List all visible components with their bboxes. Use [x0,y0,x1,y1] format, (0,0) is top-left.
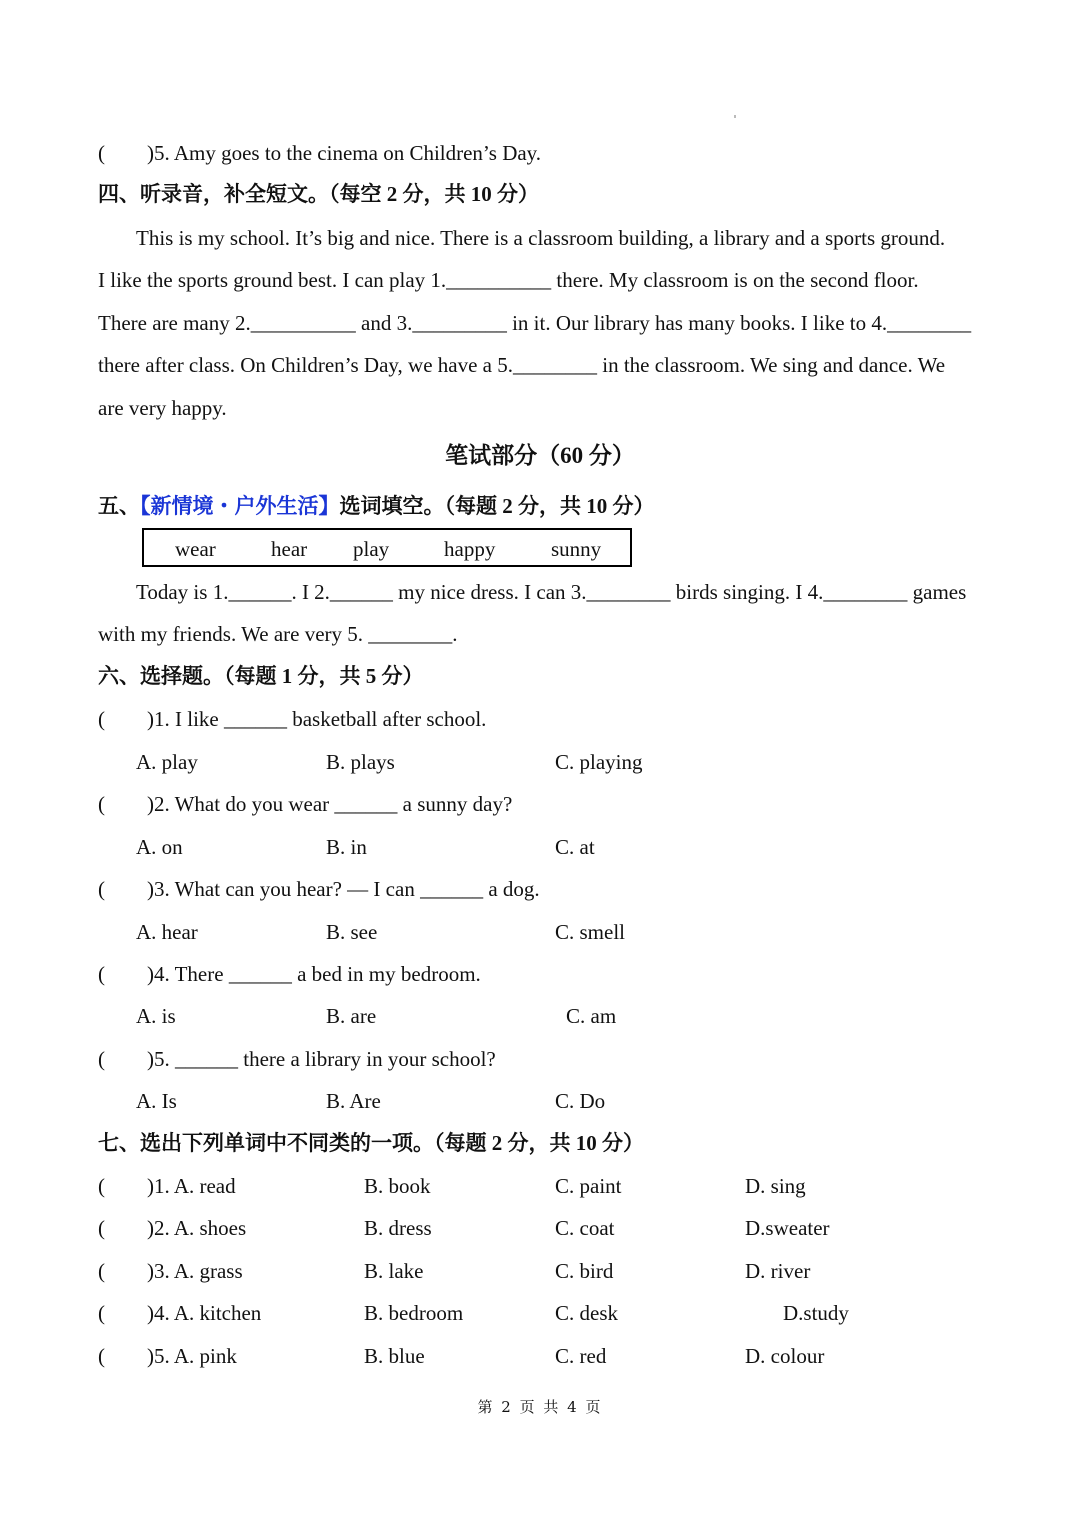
section5-heading-text: 选词填空。（每题 2 分，共 10 分） [339,494,655,518]
choice-option-b: B. in [326,835,367,859]
fill-line-2: with my friends. We are very 5. ________. [98,622,458,646]
word-bank-word: sunny [551,537,602,561]
choice-option-b: B. are [326,1004,377,1028]
odd-one-out-row-1: ( )1. A. read [98,1174,236,1198]
odd-one-out-row-5: ( )5. A. pink [98,1344,237,1368]
odd-option-b: B. lake [364,1259,424,1283]
word-bank-word: happy [444,537,496,561]
choice-question-2: ( )2. What do you wear ______ a sunny day? [98,792,513,816]
section6-heading: 六、选择题。（每题 1 分，共 5 分） [98,664,424,688]
section4-heading: 四、听录音，补全短文。（每空 2 分，共 10 分） [98,182,539,206]
section5-heading-prefix: 五、 [98,494,140,518]
written-part-title: 笔试部分（60 分） [445,443,635,468]
odd-option-c: C. bird [555,1259,614,1283]
word-bank-word: hear [271,537,308,561]
odd-one-out-row-4: ( )4. A. kitchen [98,1301,262,1325]
odd-option-d: D. river [745,1259,811,1283]
scan-speck [734,115,736,118]
passage-line-2: I like the sports ground best. I can play 1.__________ there. My classroom is on the second floor. [98,268,919,292]
odd-option-c: C. coat [555,1216,615,1240]
choice-question-1: ( )1. I like ______ basketball after school. [98,707,487,731]
section7-heading: 七、选出下列单词中不同类的一项。（每题 2 分，共 10 分） [98,1131,644,1155]
odd-one-out-row-2: ( )2. A. shoes [98,1216,247,1240]
fill-line-1: Today is 1.______. I 2.______ my nice dress. I can 3.________ birds singing. I 4.________ games [136,580,967,604]
choice-option-c: C. at [555,835,595,859]
listening-question-5: ( )5. Amy goes to the cinema on Children’s Day. [98,141,542,165]
choice-option-b: B. Are [326,1089,381,1113]
odd-one-out-row-3: ( )3. A. grass [98,1259,243,1283]
passage-line-5: are very happy. [98,396,227,420]
choice-question-3: ( )3. What can you hear? — I can ______ a dog. [98,877,540,901]
passage-line-1: This is my school. It’s big and nice. There is a classroom building, a library and a sports ground. [136,226,946,250]
passage-line-3: There are many 2.__________ and 3._________ in it. Our library has many books. I like to 4.________ [98,311,972,335]
odd-option-b: B. book [364,1174,431,1198]
choice-option-a: A. on [136,835,183,859]
choice-question-5: ( )5. ______ there a library in your school? [98,1047,496,1071]
page-footer: 第 2 页 共 4 页 [477,1398,603,1416]
choice-option-b: B. see [326,920,378,944]
odd-option-b: B. blue [364,1344,425,1368]
word-bank-word: play [353,537,390,561]
odd-option-b: B. bedroom [364,1301,464,1325]
choice-question-4: ( )4. There ______ a bed in my bedroom. [98,962,481,986]
section5-heading [98,492,655,520]
odd-option-d: D.study [783,1301,849,1325]
choice-option-a: A. hear [136,920,198,944]
choice-option-a: A. play [136,750,198,774]
choice-option-c: C. Do [555,1089,606,1113]
choice-option-c: C. smell [555,920,626,944]
odd-option-c: C. desk [555,1301,618,1325]
odd-option-d: D. sing [745,1174,806,1198]
section5-context-tag: 【新情境・户外生活】 [140,494,340,518]
odd-option-d: D.sweater [745,1216,830,1240]
choice-option-c: C. am [566,1004,617,1028]
choice-option-a: A. Is [136,1089,177,1113]
odd-option-c: C. red [555,1344,607,1368]
word-bank-word: wear [175,537,216,561]
choice-option-c: C. playing [555,750,643,774]
word-bank-box [142,528,632,567]
odd-option-b: B. dress [364,1216,432,1240]
passage-line-4: there after class. On Children’s Day, we have a 5.________ in the classroom. We sing and dance. We [98,353,946,377]
choice-option-b: B. plays [326,750,395,774]
choice-option-a: A. is [136,1004,176,1028]
odd-option-c: C. paint [555,1174,622,1198]
odd-option-d: D. colour [745,1344,825,1368]
